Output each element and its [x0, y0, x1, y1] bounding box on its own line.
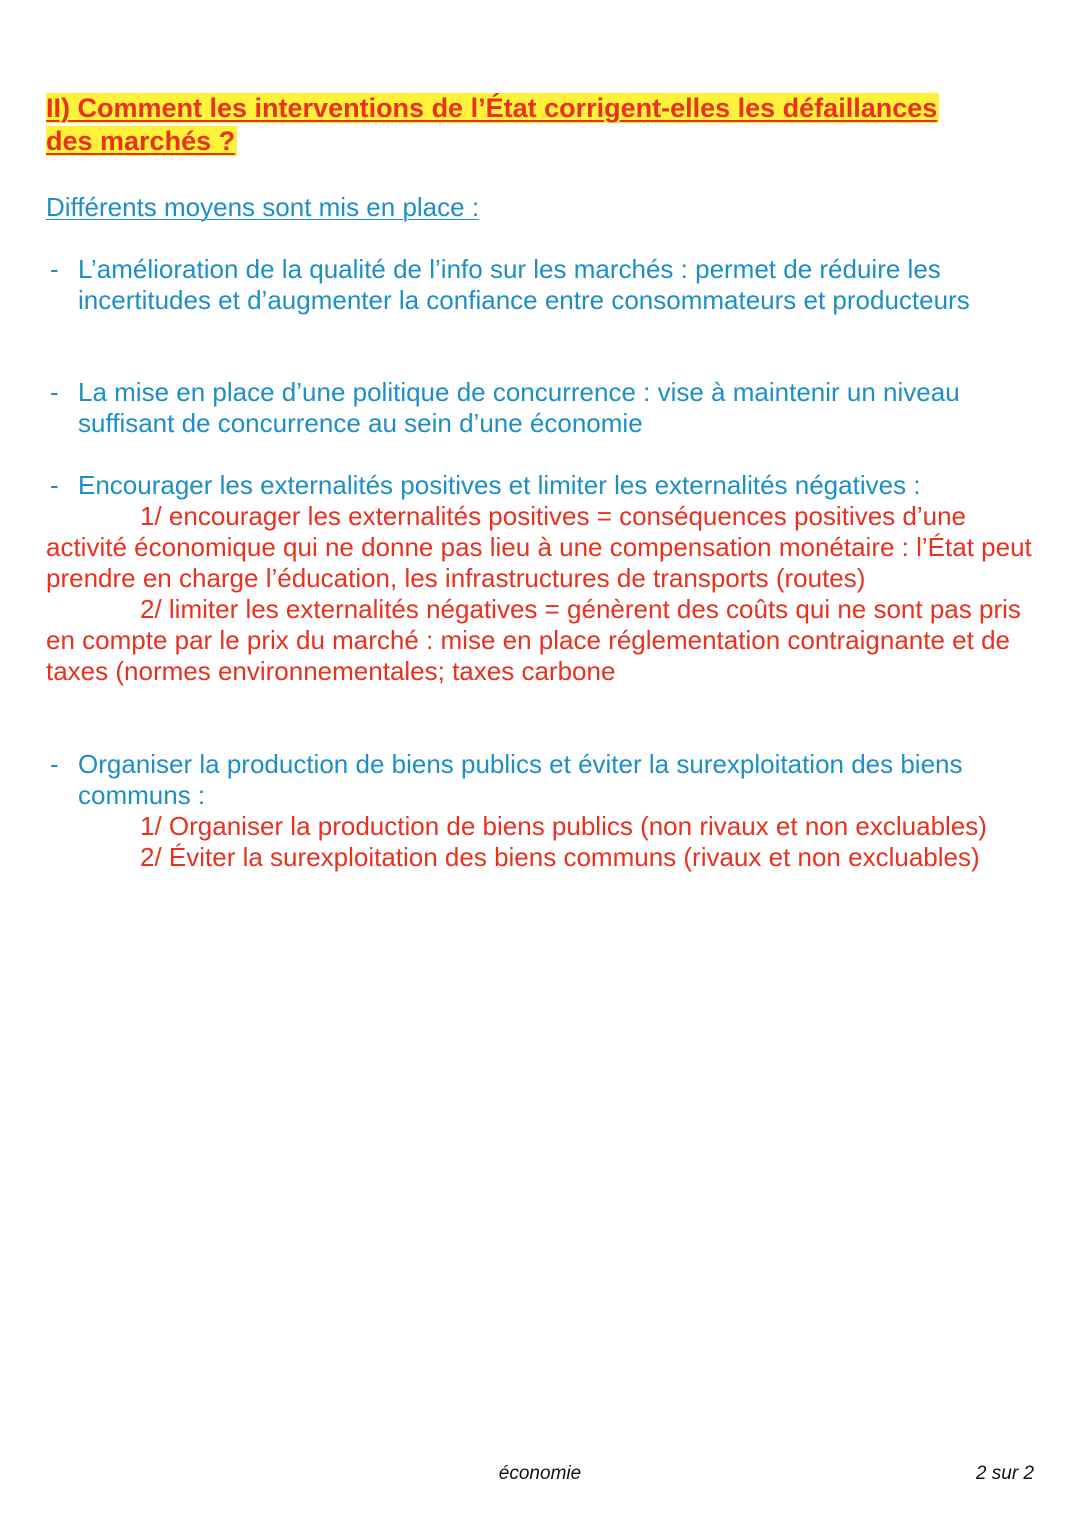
sub-point-text: 2/ limiter les externalités négatives = génèrent des coûts qui ne sont pas pris en compte par le prix du marché : mise en place réglementation contraignante et de taxes (normes environnementales; taxes carbone — [46, 594, 1021, 686]
sub-point-text: 1/ Organiser la production de biens publics (non rivaux et non excluables) — [140, 811, 987, 841]
list-item — [46, 470, 1036, 687]
bullet-text: Encourager les externalités positives et limiter les externalités négatives : — [78, 470, 921, 500]
intro-text: Différents moyens sont mis en place : — [46, 192, 480, 222]
bullet-text: Organiser la production de biens publics et éviter la surexploitation des biens communs : — [78, 749, 963, 810]
sub-point-text: 1/ encourager les externalités positives = conséquences positives d’une activité économique qui ne donne pas lieu à une compensation monétaire : l’État peut prendre en charge l’éducation, les infrastructures de transports (routes) — [46, 501, 1032, 593]
sub-point-negative-externalities — [46, 594, 1036, 687]
list-item — [46, 254, 1036, 316]
bullet-dash: - — [50, 749, 59, 779]
bullet-item-externalities — [46, 470, 1036, 501]
sub-point-common-goods — [46, 842, 1036, 873]
sub-point-positive-externalities — [46, 501, 1036, 594]
section-heading-line-2: des marchés ? — [46, 126, 236, 156]
list-item — [46, 749, 1036, 873]
bullet-item-public-goods — [46, 749, 1036, 811]
section-heading-line-1: II) Comment les interventions de l’État corrigent-elles les défaillances — [46, 93, 938, 123]
bullet-text: La mise en place d’une politique de concurrence : vise à maintenir un niveau suffisant de concurrence au sein d’une économie — [78, 377, 960, 438]
bullet-dash: - — [50, 254, 59, 284]
bullet-item-competition — [46, 377, 1036, 439]
bullet-item-information — [46, 254, 1036, 316]
sub-point-public-goods — [46, 811, 1036, 842]
section-heading — [46, 92, 1006, 158]
footer-page-number: 2 sur 2 — [975, 1463, 1034, 1484]
sub-point-text: 2/ Éviter la surexploitation des biens communs (rivaux et non excluables) — [140, 842, 980, 872]
bullet-text: L’amélioration de la qualité de l’info sur les marchés : permet de réduire les incertitudes et d’augmenter la confiance entre consommateurs et producteurs — [78, 254, 970, 315]
footer-subject: économie — [498, 1463, 582, 1484]
list-item — [46, 377, 1036, 439]
bullet-dash: - — [50, 470, 59, 500]
bullet-dash: - — [50, 377, 59, 407]
